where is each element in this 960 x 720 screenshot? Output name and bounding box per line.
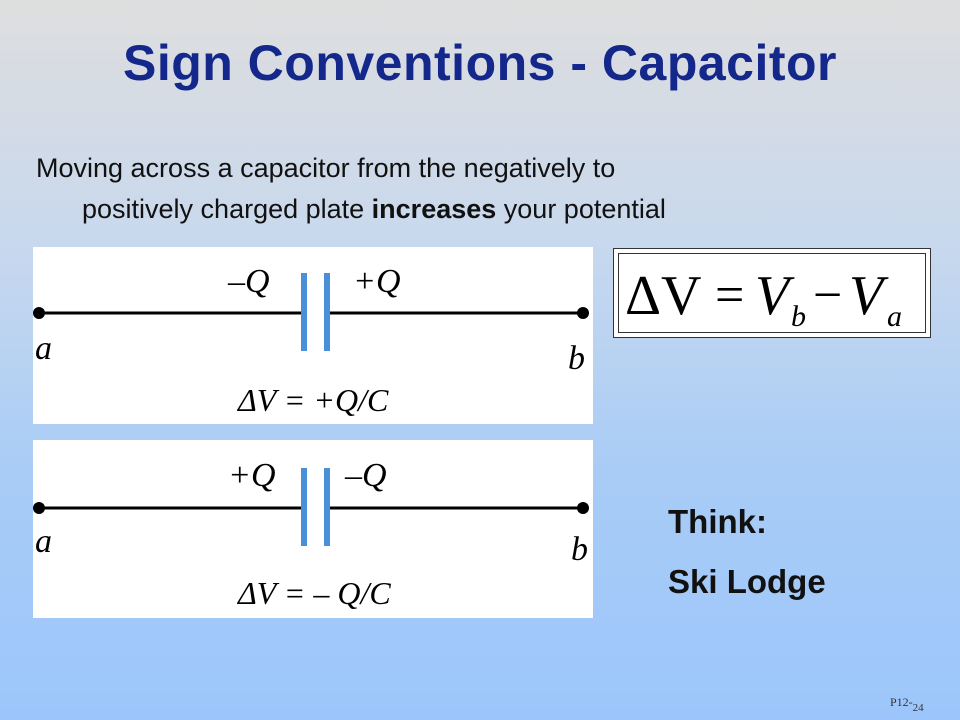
slide-body-text xyxy=(36,148,936,230)
charge-label-left: –Q xyxy=(228,263,270,300)
formula-inner-border xyxy=(618,253,926,333)
body-emphasis-increases: increases xyxy=(371,194,497,224)
formula-delta-v-text: ΔV xyxy=(625,265,702,327)
formula-equals: = xyxy=(715,267,745,324)
terminal-b-dot xyxy=(577,502,589,514)
body-line-1: Moving across a capacitor from the negatively to xyxy=(36,153,616,183)
formula-svg xyxy=(619,254,925,332)
capacitor-diagram-bottom-svg xyxy=(33,440,593,618)
charge-label-left: +Q xyxy=(228,457,276,494)
point-b-label: b xyxy=(571,531,588,568)
formula-box xyxy=(613,248,931,338)
body-line-2-post: your potential xyxy=(496,194,666,224)
charge-label-right: +Q xyxy=(353,263,401,300)
terminal-b-dot xyxy=(577,307,589,319)
body-line-2 xyxy=(36,189,936,230)
ski-lodge-label: Ski Lodge xyxy=(668,563,826,600)
capacitor-diagram-bottom xyxy=(33,440,593,618)
formula-va: V xyxy=(849,265,884,327)
page-number xyxy=(890,695,924,714)
body-line-2-pre: positively charged plate xyxy=(82,194,372,224)
point-a-label: a xyxy=(35,523,52,560)
page-number-prefix: P12- xyxy=(890,695,913,709)
think-label: Think: xyxy=(668,503,767,540)
capacitor-diagram-top-svg xyxy=(33,247,593,424)
terminal-a-dot xyxy=(33,307,45,319)
capacitor-diagram-top xyxy=(33,247,593,424)
formula-delta-v xyxy=(625,265,701,327)
page-number-value: 24 xyxy=(912,702,924,714)
terminal-a-dot xyxy=(33,502,45,514)
point-b-label: b xyxy=(568,340,585,377)
formula-vb: V xyxy=(755,265,790,327)
formula-minus: − xyxy=(813,267,843,324)
equation-label: ΔV = +Q/C xyxy=(238,382,389,418)
slide-title: Sign Conventions - Capacitor xyxy=(122,35,838,91)
charge-label-right: –Q xyxy=(345,457,387,494)
point-a-label: a xyxy=(35,330,52,367)
equation-label: ΔV = – Q/C xyxy=(238,575,391,611)
formula-va-subscript: a xyxy=(887,300,902,332)
formula-vb-subscript: b xyxy=(791,300,806,332)
